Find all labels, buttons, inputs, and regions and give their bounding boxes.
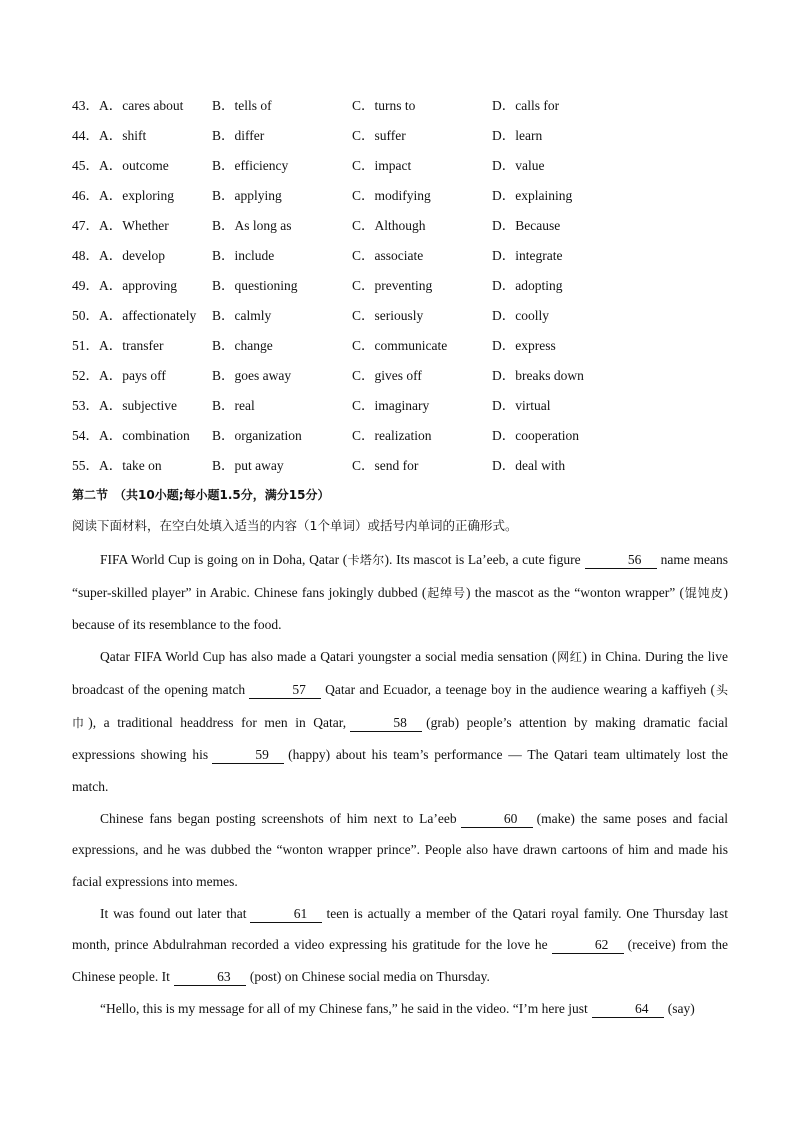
question-number: 48． [72,248,99,263]
question-number: 53． [72,398,99,413]
option-a: A．exploring [99,188,174,203]
paragraph-5 [72,993,728,1025]
paragraph-4 [72,898,728,993]
text-span: teen is actually a member of the Qatari royal family. One Thursday last month, prince Abdulrahman recorded a video expressing his gratitude for the love he [72,905,728,953]
section-instruction: 阅读下面材料，在空白处填入适当的内容（1个单词）或括号内单词的正确形式。 [72,518,518,533]
question-number: 51． [72,338,99,353]
chinese-gloss: 头巾 [72,682,728,730]
question-number: 45． [72,158,99,173]
question-number: 54． [72,428,99,443]
option-d: D．virtual [492,398,551,413]
option-row [72,455,732,485]
text-span: ) in China. During the live broadcast of the opening match [72,649,728,697]
section-heading: 第二节 （共10小题;每小题1.5分，满分15分） [72,488,330,502]
option-b: B．applying [212,188,282,203]
option-row [72,275,732,305]
option-row [72,215,732,245]
option-a: A．develop [99,248,165,263]
question-number: 44． [72,128,99,143]
option-a: A．outcome [99,158,169,173]
text-span: (post) on Chinese social media on Thursday. [249,969,490,985]
option-d: D．explaining [492,188,573,203]
option-c: C．send for [352,458,419,473]
option-a: A．take on [99,458,162,473]
option-b: B．change [212,338,273,353]
option-c: C．preventing [352,278,433,293]
question-number: 52． [72,368,99,383]
option-a: A．approving [99,278,177,293]
option-b: B．put away [212,458,284,473]
option-b: B．include [212,248,275,263]
blank-59[interactable]: 59 [212,747,284,764]
option-row [72,95,732,125]
option-a: A．cares about [99,98,184,113]
text-span: It was found out later that [100,905,247,921]
question-number: 55． [72,458,99,473]
option-a: A．pays off [99,368,166,383]
option-row [72,245,732,275]
blank-57[interactable]: 57 [249,682,321,699]
option-b: B．tells of [212,98,272,113]
option-a: A．combination [99,428,190,443]
option-c: C．seriously [352,308,424,323]
option-b: B．real [212,398,255,413]
text-span: Chinese fans began posting screenshots of him next to La’eeb [100,810,457,826]
text-span: (receive) from the Chinese people. It [72,937,728,985]
text-span: (happy) about his team’s performance — The Qatari team ultimately lost the match. [72,747,729,794]
option-a: A．Whether [99,218,169,233]
option-d: D．express [492,338,556,353]
option-d: D．coolly [492,308,549,323]
option-d: D．cooperation [492,428,579,443]
paragraph-1 [72,544,728,641]
chinese-gloss: 卡塔尔 [347,553,385,567]
blank-64[interactable]: 64 [592,1001,664,1018]
option-a: A．affectionately [99,308,197,323]
option-c: C．impact [352,158,412,173]
chinese-gloss: 馄饨皮 [683,585,724,600]
option-row [72,185,732,215]
text-span: “Hello, this is my message for all of my Chinese fans,” he said in the video. “I’m here just [100,1000,588,1016]
text-span: Qatar FIFA World Cup has also made a Qatari youngster a social media sensation ( [100,649,557,665]
blank-56[interactable]: 56 [585,552,657,569]
question-number: 50． [72,308,99,323]
text-span: (say) [667,1000,695,1016]
text-span: ) because of its resemblance to the food. [72,584,729,633]
blank-62[interactable]: 62 [552,937,624,954]
question-number: 47． [72,218,99,233]
option-d: D．calls for [492,98,560,113]
chinese-gloss: 网红 [556,650,583,665]
text-span: FIFA World Cup is going on in Doha, Qatar ( [100,552,348,567]
option-d: D．deal with [492,458,566,473]
option-row [72,395,732,425]
option-d: D．learn [492,128,543,143]
question-number: 43． [72,98,99,113]
paragraph-3 [72,803,728,898]
option-a: A．transfer [99,338,164,353]
option-row [72,305,732,335]
option-row [72,425,732,455]
reading-passage [72,544,728,1025]
text-span: (make) the same poses and facial expressions, and he was dubbed the “wonton wrapper prince”. People also have drawn cartoons of him and made his facial expressions into memes. [72,810,728,890]
option-d: D．adopting [492,278,563,293]
option-c: C．communicate [352,338,448,353]
option-row [72,155,732,185]
paragraph-2 [72,641,728,803]
question-number: 49． [72,278,99,293]
text-span: Qatar and Ecuador, a teenage boy in the audience wearing a kaffiyeh ( [325,681,716,697]
option-a: A．subjective [99,398,177,413]
option-c: C．gives off [352,368,422,383]
text-span: ). Its mascot is La’eeb, a cute figure [384,552,581,567]
option-c: C．suffer [352,128,406,143]
option-d: D．Because [492,218,561,233]
option-a: A．shift [99,128,147,143]
option-b: B．questioning [212,278,298,293]
option-c: C．Although [352,218,426,233]
text-span: (grab) people’s attention by making dramatic facial expressions showing his [72,714,728,763]
option-d: D．integrate [492,248,563,263]
option-d: D．breaks down [492,368,584,383]
option-b: B．calmly [212,308,272,323]
option-b: B．goes away [212,368,292,383]
chinese-gloss: 起绰号 [426,585,466,600]
text-span: ) the mascot as the “wonton wrapper” ( [465,584,684,600]
blank-63[interactable]: 63 [174,969,246,986]
option-b: B．differ [212,128,265,143]
question-number: 46． [72,188,99,203]
text-span: ), a traditional headdress for men in Qatar, [88,714,347,730]
blank-61[interactable]: 61 [250,906,322,923]
option-row [72,365,732,395]
blank-58[interactable]: 58 [350,715,422,732]
option-b: B．efficiency [212,158,289,173]
option-row [72,125,732,155]
option-c: C．realization [352,428,432,443]
option-d: D．value [492,158,545,173]
option-c: C．imaginary [352,398,430,413]
option-c: C．associate [352,248,424,263]
option-b: B．organization [212,428,302,443]
option-list [72,95,732,485]
option-b: B．As long as [212,218,292,233]
text-span: name means “super-skilled player” in Arabic. Chinese fans jokingly dubbed ( [72,552,728,600]
blank-60[interactable]: 60 [461,811,533,828]
option-row [72,335,732,365]
option-c: C．modifying [352,188,431,203]
option-c: C．turns to [352,98,416,113]
